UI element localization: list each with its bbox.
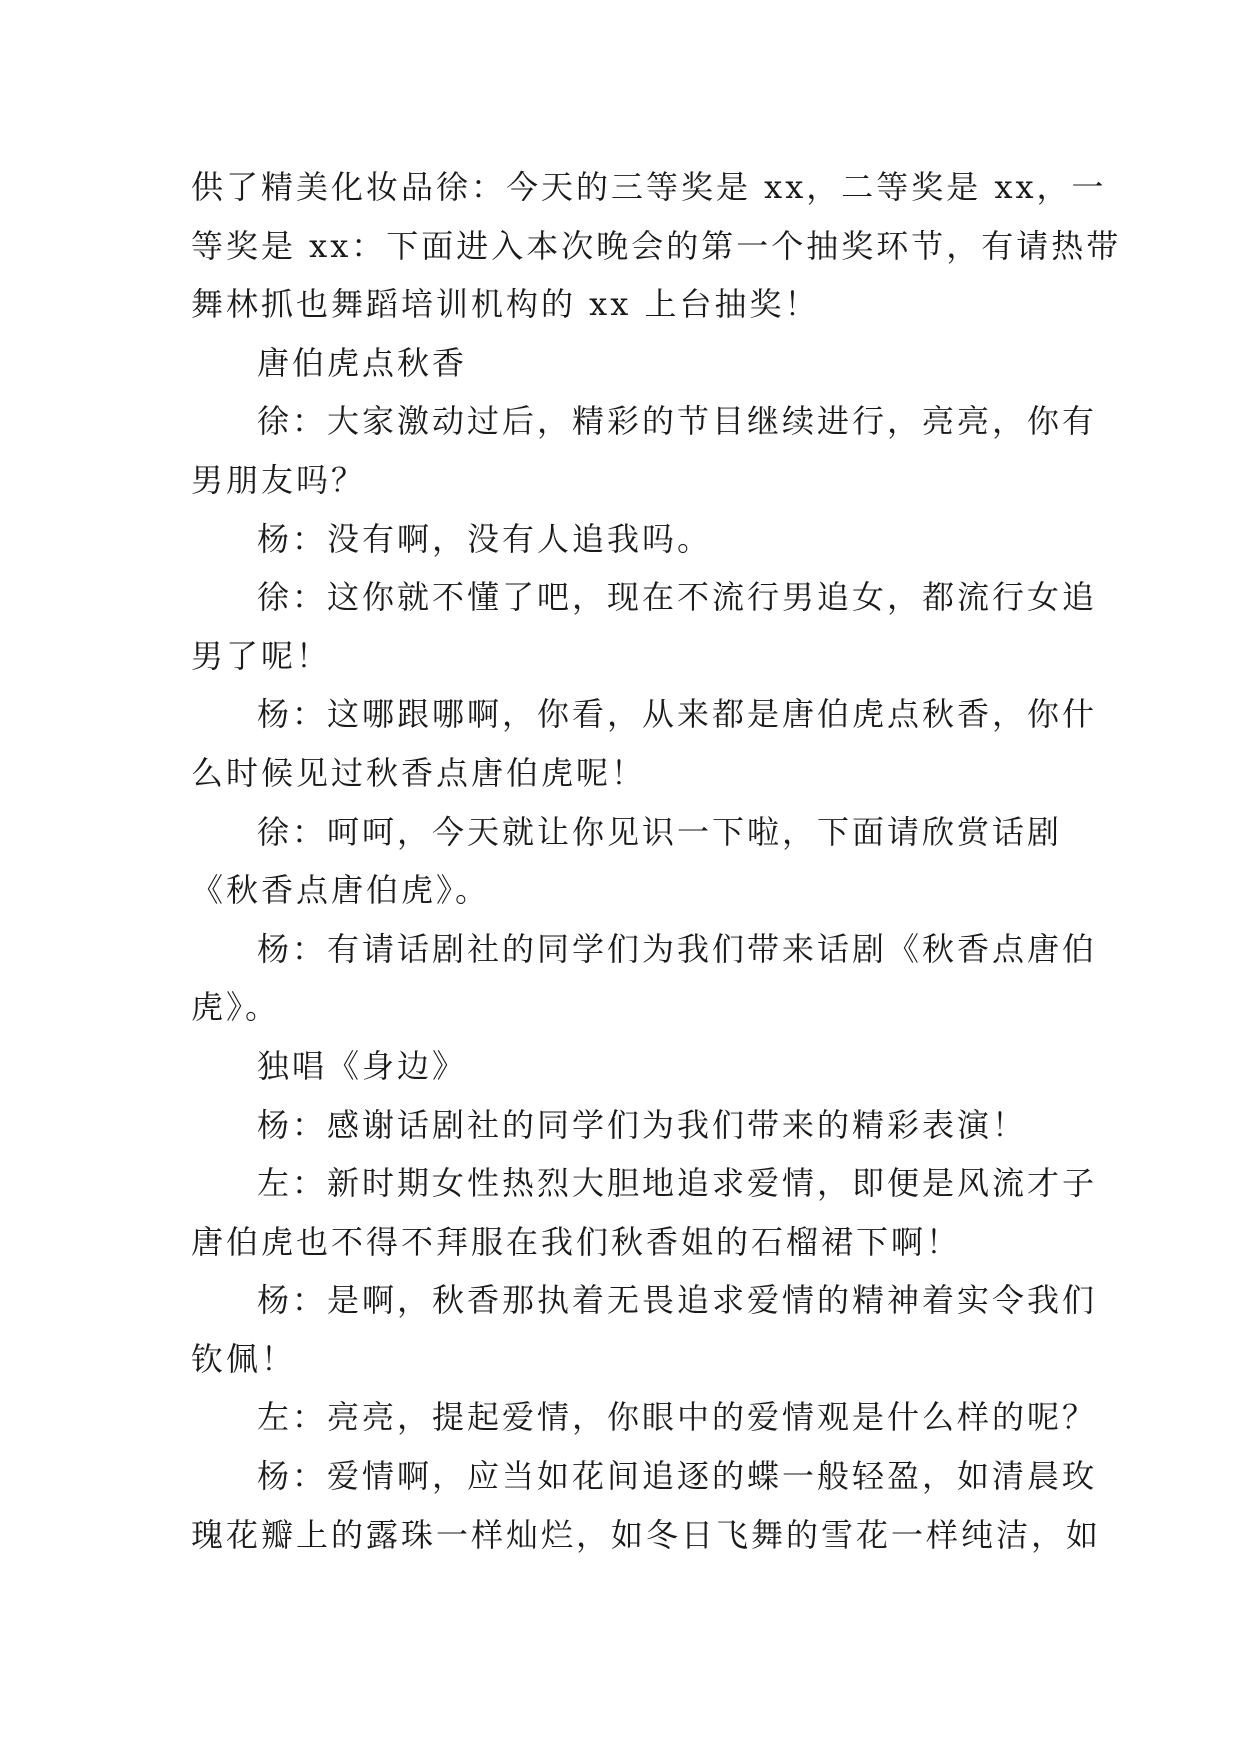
text-line: 《秋香点唐伯虎》。 — [191, 871, 491, 910]
text-line: 徐：呵呵，今天就让你见识一下啦，下面请欣赏话剧 — [257, 812, 1063, 851]
text-line: 徐：大家激动过后，精彩的节目继续进行，亮亮，你有 — [257, 402, 1098, 441]
text-line: 杨：是啊，秋香那执着无畏追求爱情的精神着实令我们 — [257, 1281, 1098, 1320]
text-line: 钦佩！ — [191, 1339, 297, 1378]
text-line: 虎》。 — [191, 988, 281, 1027]
text-line: 杨：这哪跟哪啊，你看，从来都是唐伯虎点秋香，你什 — [257, 695, 1098, 734]
section-heading: 唐伯虎点秋香 — [257, 343, 468, 382]
text-line: 左：新时期女性热烈大胆地追求爱情，即便是风流才子 — [257, 1164, 1098, 1203]
text-line: 杨：爱情啊，应当如花间追逐的蝶一般轻盈，如清晨玫 — [257, 1457, 1098, 1496]
text-line: 左：亮亮，提起爱情，你眼中的爱情观是什么样的呢？ — [257, 1398, 1098, 1437]
text-line: 杨：有请话剧社的同学们为我们带来话剧《秋香点唐伯 — [257, 929, 1098, 968]
document-body — [191, 158, 1122, 1564]
text-line: 么时候见过秋香点唐伯虎呢！ — [191, 753, 647, 792]
text-line: 男了呢！ — [191, 636, 332, 675]
text-line: 瑰花瓣上的露珠一样灿烂，如冬日飞舞的雪花一样纯洁，如 — [191, 1515, 1102, 1554]
text-line: 男朋友吗？ — [191, 460, 367, 499]
section-heading: 独唱《身边》 — [257, 1046, 468, 1085]
text-line: 舞林抓也舞蹈培训机构的 xx 上台抽奖！ — [191, 285, 820, 324]
text-line: 徐：这你就不懂了吧，现在不流行男追女，都流行女追 — [257, 578, 1098, 617]
text-line: 杨：感谢话剧社的同学们为我们带来的精彩表演！ — [257, 1105, 1028, 1144]
text-line: 供了精美化妆品徐：今天的三等奖是 xx，二等奖是 xx，一 — [191, 168, 1107, 206]
text-line: 杨：没有啊，没有人追我吗。 — [257, 519, 713, 558]
text-line: 唐伯虎也不得不拜服在我们秋香姐的石榴裙下啊！ — [191, 1222, 962, 1261]
text-line: 等奖是 xx：下面进入本次晚会的第一个抽奖环节，有请热带 — [191, 226, 1122, 265]
